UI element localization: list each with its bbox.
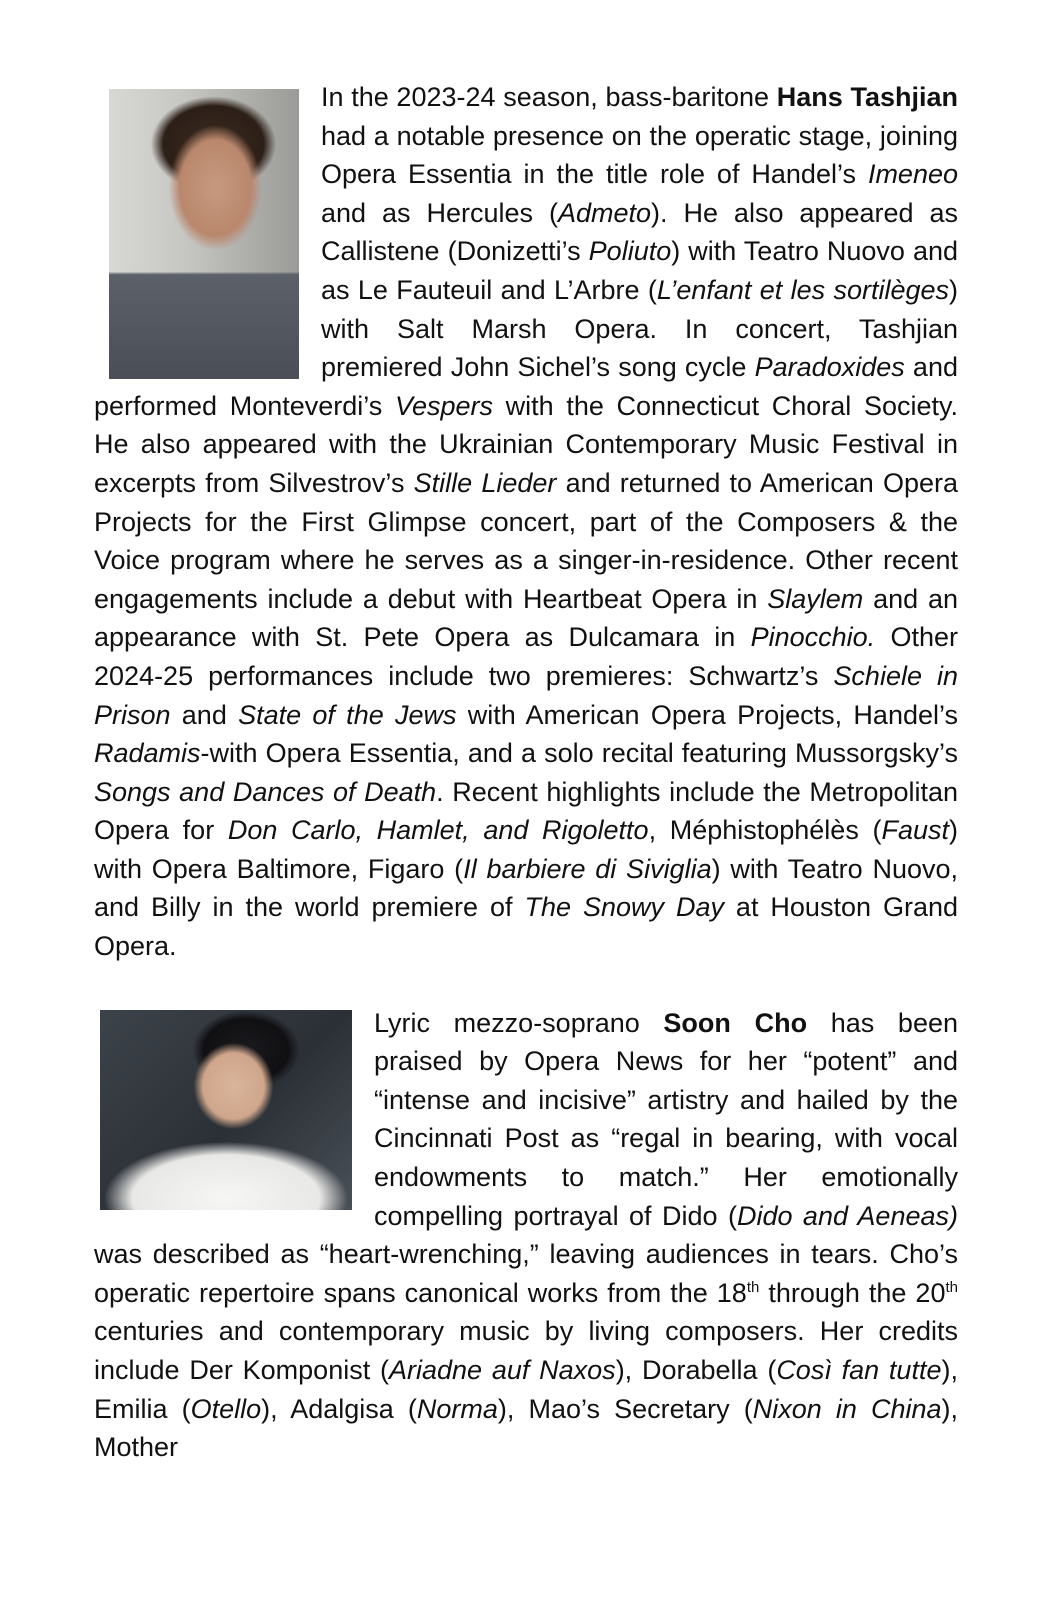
work-title: Faust (881, 815, 949, 846)
work-title: State of the Jews (238, 699, 457, 730)
bio-text: ), Adalgisa ( (261, 1393, 417, 1424)
bio-text: and (170, 699, 239, 730)
bio-text: and returned to American Opera Projects for the First Glimpse concert, part of the Composers & the Voice program where he serves as a singer-in-residence. Other recent engagements include a debut with Heartbeat Opera in (94, 467, 959, 614)
work-title: Schiele in Prison (94, 660, 959, 730)
bio-text: with the Connecticut Choral Society. He also appeared with the Ukrainian Contemporary Music Festival in excerpts from Silvestrov’s (94, 390, 958, 498)
work-title: Così fan tutte (776, 1355, 942, 1385)
hans-tashjian-photo (109, 89, 299, 379)
bio-text: was described as “heart-wrenching,” leaving audiences in tears. Cho’s operatic repertoire spans canonical works from the 18 (94, 1239, 958, 1308)
work-title: Nixon in China (752, 1393, 942, 1424)
performer-name: Hans Tashjian (776, 82, 958, 112)
ordinal-suffix: th (945, 1278, 958, 1296)
bio-text: with American Opera Projects, Handel’s (456, 699, 958, 730)
work-title: Ariadne auf Naxos (388, 1355, 616, 1385)
bio-text: . Recent highlights include the Metropolitan Opera for (94, 776, 958, 846)
work-title: Imeneo (867, 159, 958, 190)
work-title: Admeto (557, 197, 652, 228)
bio-text: ) with Opera Baltimore, Figaro ( (94, 815, 958, 884)
bio-text: and performed Monteverdi’s (94, 352, 958, 421)
work-title: Otello (190, 1393, 262, 1424)
program-page (94, 78, 958, 1467)
bio-text: ), Dorabella ( (615, 1355, 777, 1385)
work-title: Norma (416, 1393, 498, 1424)
bio-text: ), Emilia ( (94, 1355, 958, 1424)
bio-text: ). He also appeared as Callistene (Donizetti’s (321, 197, 958, 267)
bio-text: had a notable presence on the operatic stage, joining Opera Essentia in the title role of Handel’s (321, 120, 958, 190)
bio-text: Lyric mezzo-soprano (374, 1007, 664, 1038)
work-title: Slaylem (767, 583, 864, 614)
bio-text: ) with Salt Marsh Opera. In concert, Tashjian premiered John Sichel’s song cycle (321, 274, 959, 383)
bio-text: at Houston Grand Opera. (94, 892, 958, 962)
work-title: Il barbiere di Siviglia (463, 853, 712, 884)
bio-text: Other 2024-25 performances include two premieres: Schwartz’s (94, 622, 959, 691)
work-title: Stille Lieder (413, 467, 557, 498)
work-title: Paradoxides (754, 352, 905, 383)
work-title: Songs and Dances of Death (94, 776, 437, 807)
work-title: Radamis (94, 738, 201, 769)
bio-text: has been praised by Opera News for her “potent” and “intense and incisive” artistry and hailed by the Cincinnati Post as “regal in bearing, with vocal endowments to match.” Her emotionally compelling portrayal of Dido ( (374, 1007, 958, 1231)
bio-text: and as Hercules ( (321, 197, 558, 228)
bio-text: and an appearance with St. Pete Opera as Dulcamara in (94, 583, 958, 653)
bio-text: ) with Teatro Nuovo and as Le Fauteuil and L’Arbre ( (321, 236, 958, 305)
work-title: Dido and Aeneas) (736, 1200, 958, 1231)
work-title: Pinocchio. (750, 622, 876, 653)
work-title: Vespers (394, 390, 493, 421)
work-title: Don Carlo, Hamlet, and Rigoletto (227, 815, 649, 846)
bio-text: ) with Teatro Nuovo, and Billy in the world premiere of (94, 853, 958, 923)
work-title: L’enfant et les sortilèges (656, 274, 950, 305)
work-title: The Snowy Day (524, 892, 724, 923)
soon-cho-photo (100, 1010, 352, 1210)
bio-text: ), Mao’s Secretary ( (497, 1393, 753, 1424)
performer-name: Soon Cho (663, 1007, 808, 1038)
bio-text: In the 2023-24 season, bass-baritone (321, 82, 777, 112)
work-title: Poliuto (588, 236, 672, 267)
section-spacer (94, 966, 958, 1004)
bio-text: through the 20 (759, 1277, 946, 1308)
bio-text: , Méphistophélès ( (648, 815, 882, 846)
bio-text: centuries and contemporary music by living composers. Her credits include Der Komponist ( (94, 1316, 958, 1385)
bio-text: ), Mother (94, 1393, 958, 1463)
ordinal-suffix: th (746, 1278, 760, 1296)
bio-text: -with Opera Essentia, and a solo recital featuring Mussorgsky’s (200, 738, 958, 769)
